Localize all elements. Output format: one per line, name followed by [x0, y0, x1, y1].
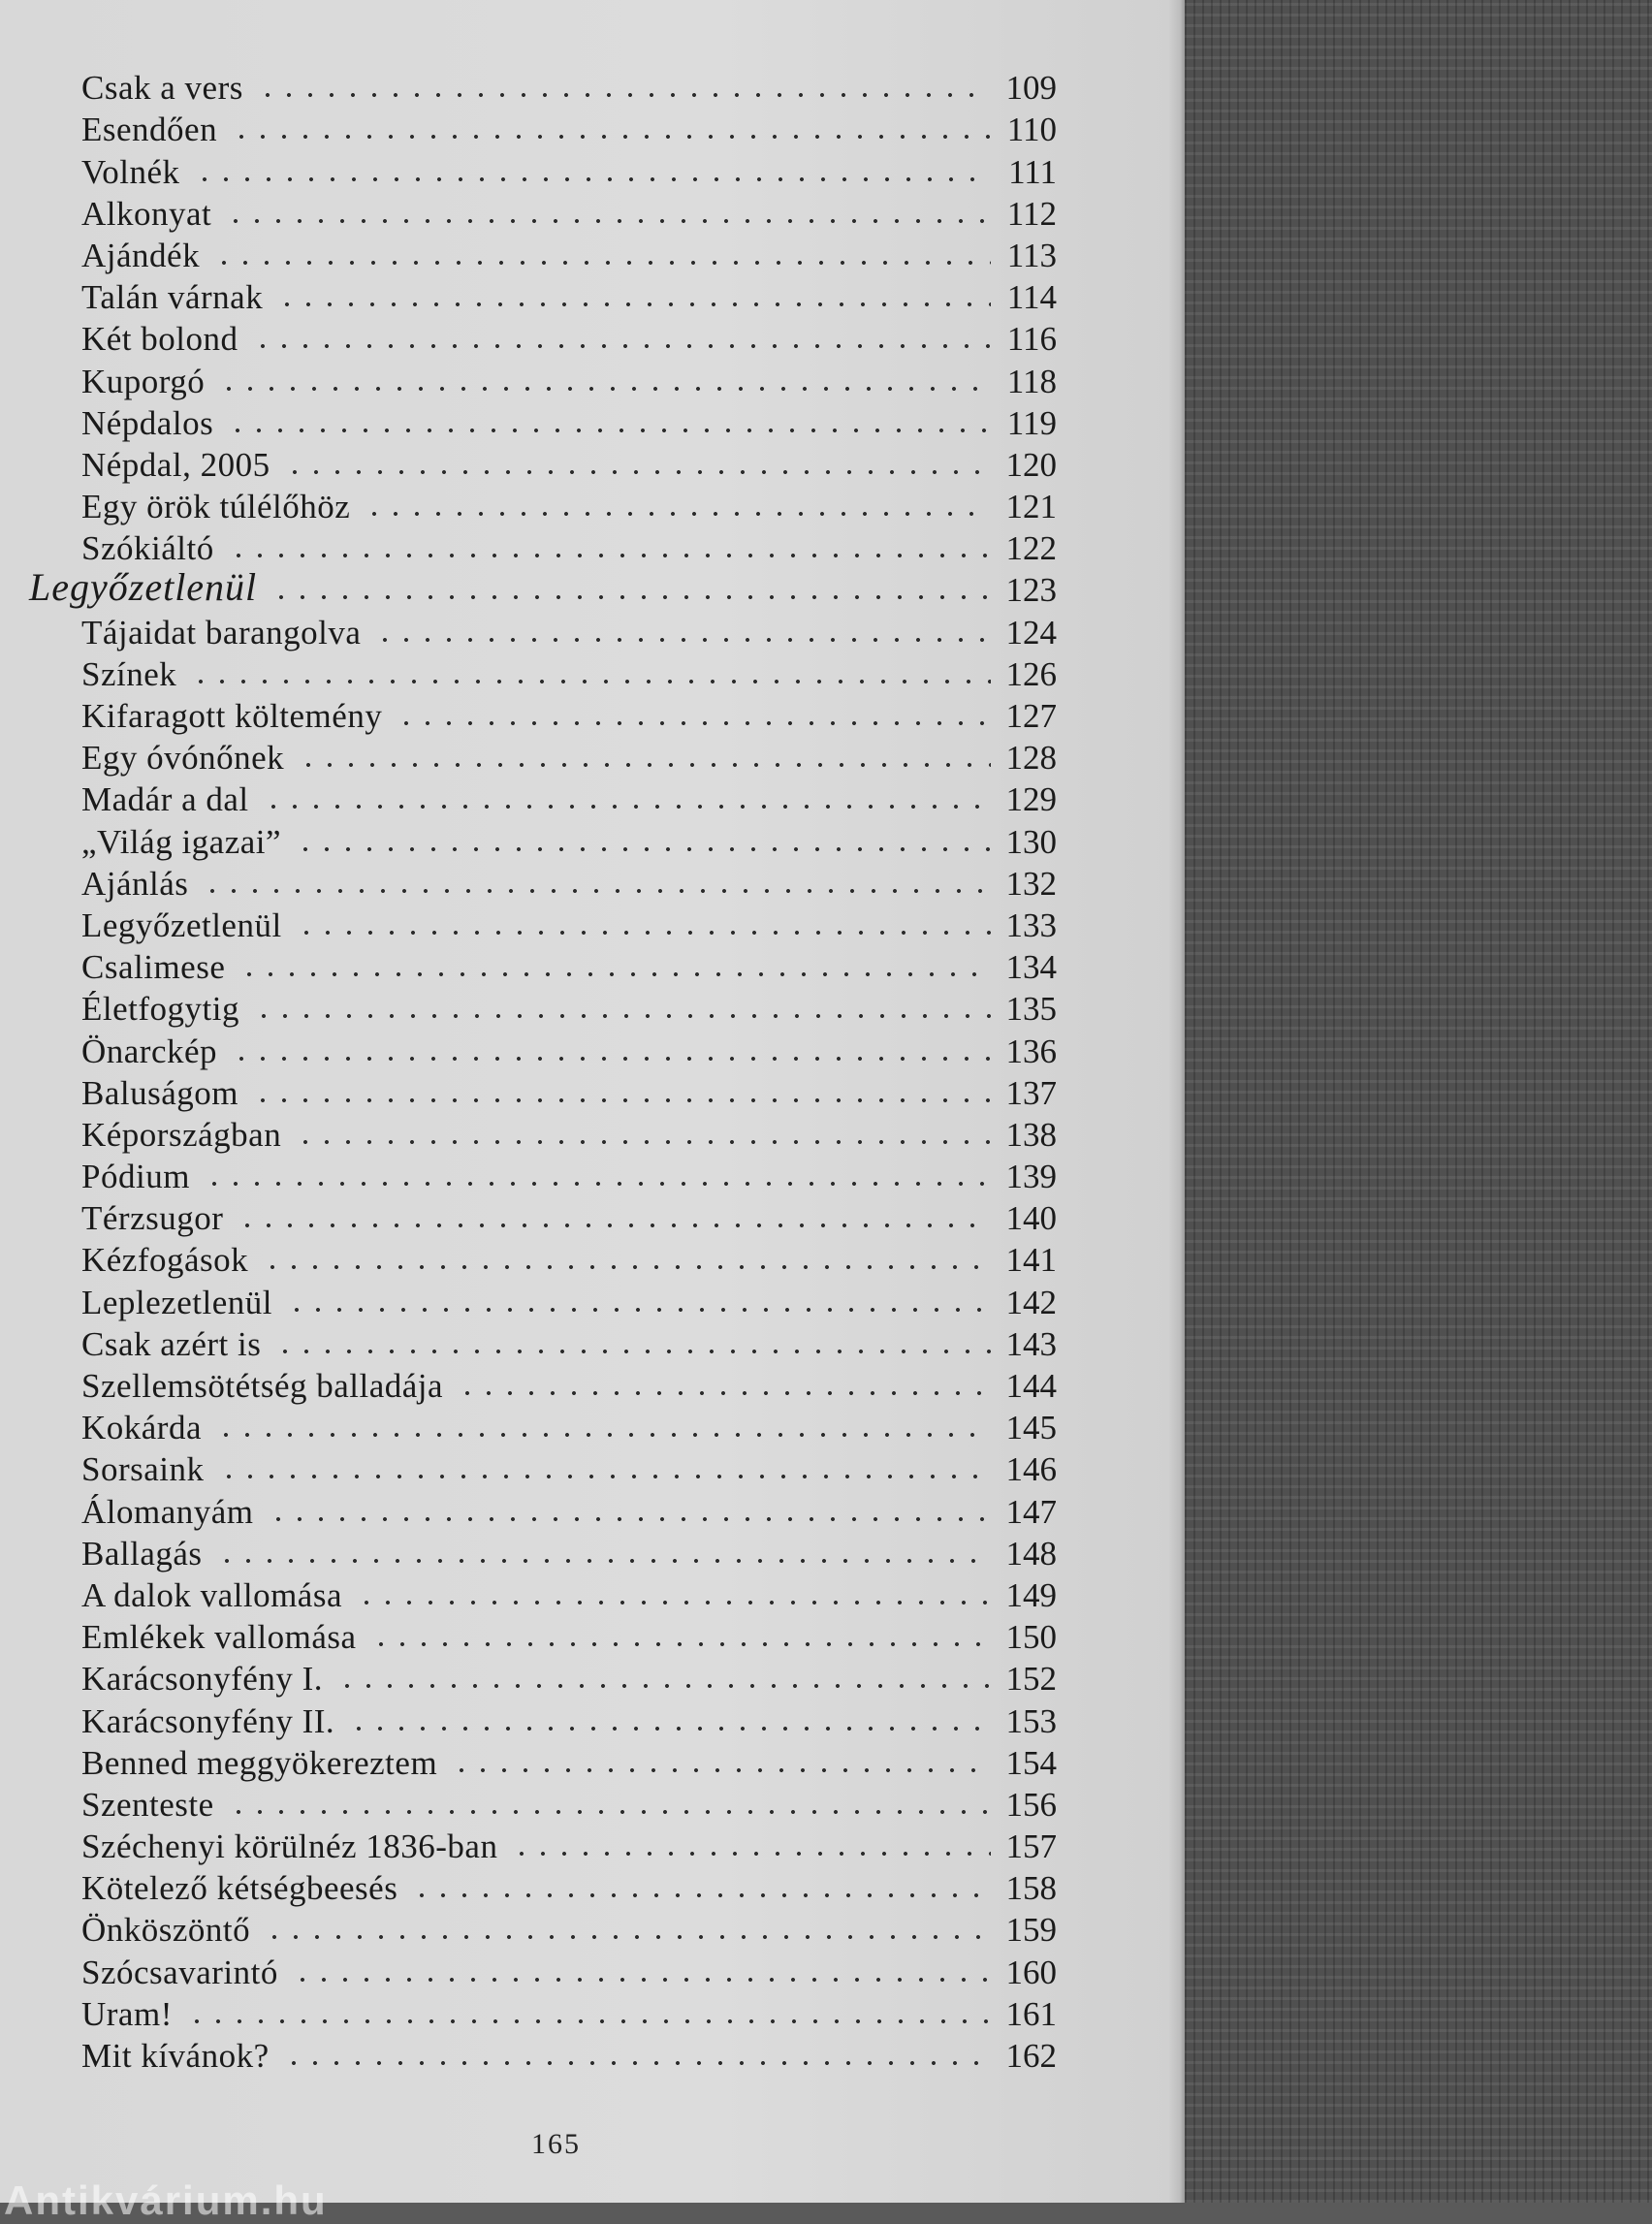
toc-entry-page: 109 [1005, 69, 1057, 108]
dot-leader [190, 679, 991, 684]
dot-leader [213, 260, 991, 266]
toc-entry [0, 192, 1057, 234]
toc-entry-page: 157 [1005, 1827, 1057, 1866]
toc-entry-page: 128 [1005, 739, 1057, 778]
toc-entry-title: A dalok vallomása [81, 1575, 343, 1614]
toc-entry-title: Volnék [81, 152, 180, 191]
toc-entry [0, 778, 1057, 819]
toc-entry-title: Szenteste [81, 1785, 214, 1824]
dot-leader [218, 386, 991, 392]
toc-entry [0, 1029, 1057, 1070]
toc-entry-page: 141 [1005, 1241, 1057, 1280]
toc-entry [0, 401, 1057, 443]
toc-entry [0, 1573, 1057, 1615]
toc-entry-page: 162 [1005, 2037, 1057, 2075]
dot-leader [227, 428, 991, 433]
toc-entry [0, 904, 1057, 945]
toc-entry-title: Kokárda [81, 1409, 203, 1447]
toc-entry [0, 317, 1057, 359]
dot-leader [451, 1767, 991, 1773]
toc-entry [0, 1741, 1057, 1783]
toc-entry-page: 129 [1005, 780, 1057, 819]
toc-entry [0, 1657, 1057, 1699]
toc-entry-page: 139 [1005, 1158, 1057, 1196]
dot-leader [231, 134, 991, 140]
toc-entry-title: Ballagás [81, 1534, 203, 1573]
toc-entry-title: Karácsonyfény I. [81, 1660, 324, 1699]
toc-entry-page: 111 [1008, 152, 1057, 191]
toc-entry [0, 1406, 1057, 1447]
toc-entry [0, 275, 1057, 317]
toc-entry [0, 945, 1057, 987]
toc-entry-page: 120 [1005, 445, 1057, 484]
dot-leader [370, 1641, 991, 1647]
toc-entry-title: Sorsaink [81, 1450, 205, 1489]
toc-entry-title: Mit kívánok? [81, 2037, 270, 2075]
toc-entry [0, 652, 1057, 694]
dot-leader [238, 971, 991, 977]
dot-leader [298, 762, 991, 768]
toc-entry-title: Karácsonyfény II. [81, 1701, 335, 1740]
dot-leader [202, 888, 991, 894]
toc-entry [0, 1699, 1057, 1740]
page-number: 165 [531, 2128, 581, 2160]
toc-entry-page: 127 [1005, 697, 1057, 735]
toc-entry [0, 108, 1057, 149]
toc-entry-page: 148 [1005, 1534, 1057, 1573]
toc-entry [0, 1364, 1057, 1406]
dot-leader [286, 1307, 991, 1313]
toc-entry-title: Leplezetlenül [81, 1283, 272, 1321]
toc-entry-title: Népdalos [81, 403, 214, 442]
toc-entry-page: 159 [1005, 1911, 1057, 1950]
toc-entry [0, 526, 1057, 568]
toc-entry-page: 135 [1005, 990, 1057, 1029]
toc-entry-page: 116 [1006, 320, 1057, 359]
toc-entry-title: Önarckép [81, 1032, 218, 1070]
dot-leader [237, 1223, 991, 1228]
toc-entry [0, 1950, 1057, 1991]
toc-entry [0, 819, 1057, 861]
toc-entry-page: 133 [1005, 905, 1057, 944]
toc-entry-page: 112 [1006, 194, 1057, 233]
toc-entry-title: Színek [81, 654, 177, 693]
dot-leader [263, 804, 991, 810]
toc-entry-page: 158 [1005, 1869, 1057, 1908]
dot-leader [411, 1892, 991, 1898]
dot-leader [252, 343, 991, 349]
toc-entry-title: Térzsugor [81, 1199, 224, 1238]
toc-entry-title: Önköszöntő [81, 1911, 251, 1950]
toc-entry [0, 1866, 1057, 1908]
toc-entry-page: 140 [1005, 1199, 1057, 1238]
toc-entry-title: Szócsavarintó [81, 1953, 278, 1991]
toc-entry-title: Legyőzetlenül [29, 565, 258, 610]
toc-entry [0, 2034, 1057, 2076]
toc-entry-title: Talán várnak [81, 278, 264, 317]
toc-entry-title: „Világ igazai” [81, 822, 282, 861]
toc-entry-page: 145 [1005, 1409, 1057, 1447]
toc-entry-page: 147 [1005, 1492, 1057, 1531]
toc-entry-title: Uram! [81, 1994, 173, 2033]
toc-entry-page: 126 [1005, 654, 1057, 693]
toc-entry [0, 1322, 1057, 1364]
dot-leader [262, 1264, 991, 1270]
dot-leader [257, 92, 991, 98]
toc-entry-title: Egy örök túlélőhöz [81, 488, 351, 526]
toc-entry-page: 114 [1006, 278, 1057, 317]
toc-entry-title: Képországban [81, 1115, 282, 1154]
toc-entry-page: 152 [1005, 1660, 1057, 1699]
toc-entry [0, 485, 1057, 526]
dot-leader [204, 1181, 991, 1187]
toc-entry-page: 123 [1005, 571, 1057, 610]
toc-entry [0, 862, 1057, 904]
toc-entry-page: 121 [1005, 488, 1057, 526]
toc-entry-title: Baluságom [81, 1073, 238, 1112]
toc-entry-page: 160 [1005, 1953, 1057, 1991]
toc-entry-title: Legyőzetlenül [81, 905, 282, 944]
dot-leader [295, 846, 991, 852]
toc-entry-title: Szellemsötétség balladája [81, 1367, 444, 1405]
toc-entry [0, 1489, 1057, 1531]
toc-entry [0, 1992, 1057, 2034]
toc-entry-title: Tájaidat barangolva [81, 613, 362, 651]
toc-entry-page: 156 [1005, 1785, 1057, 1824]
toc-entry-page: 119 [1006, 403, 1057, 442]
toc-entry-title: Szókiáltó [81, 529, 214, 568]
dot-leader [228, 553, 991, 558]
dot-leader [374, 637, 991, 643]
table-of-contents [0, 66, 1057, 2076]
toc-entry [0, 1908, 1057, 1950]
dot-leader [283, 2060, 991, 2066]
toc-entry-title: Pódium [81, 1158, 190, 1196]
toc-entry [0, 987, 1057, 1029]
toc-entry-page: 124 [1005, 613, 1057, 651]
dot-leader [276, 302, 991, 307]
toc-entry-page: 113 [1006, 236, 1057, 274]
toc-entry [0, 610, 1057, 651]
toc-entry [0, 736, 1057, 778]
toc-entry-page: 110 [1006, 111, 1057, 149]
dot-leader [225, 218, 991, 224]
toc-entry-title: Csak azért is [81, 1324, 262, 1363]
toc-entry-title: Esendően [81, 111, 218, 149]
dot-leader [348, 1726, 991, 1732]
toc-entry [0, 1825, 1057, 1866]
toc-entry-title: Kuporgó [81, 362, 206, 400]
toc-entry [0, 1532, 1057, 1573]
dot-leader [296, 930, 991, 936]
toc-entry-page: 118 [1006, 362, 1057, 400]
toc-entry-title: Kézfogások [81, 1241, 249, 1280]
toc-entry-title: Életfogytig [81, 990, 239, 1029]
dot-leader [284, 469, 991, 475]
toc-entry-title: Álomanyám [81, 1492, 254, 1531]
toc-entry-title: Kötelező kétségbeesés [81, 1869, 398, 1908]
watermark: Antikvárium.hu [4, 2177, 328, 2223]
toc-entry-title: Csalimese [81, 948, 226, 987]
dot-leader [228, 1809, 991, 1815]
toc-entry [0, 359, 1057, 400]
toc-entry-page: 122 [1005, 529, 1057, 568]
page-edge [1169, 0, 1185, 2203]
toc-entry-page: 161 [1005, 1994, 1057, 2033]
dot-leader [194, 176, 991, 182]
toc-entry-page: 130 [1005, 822, 1057, 861]
toc-section-heading [0, 565, 1057, 610]
toc-entry [0, 234, 1057, 275]
toc-entry-page: 149 [1005, 1575, 1057, 1614]
dot-leader [253, 1013, 991, 1019]
toc-entry [0, 1238, 1057, 1280]
toc-entry-title: Madár a dal [81, 780, 249, 819]
toc-entry-title: Egy óvónőnek [81, 739, 285, 778]
dot-leader [457, 1390, 991, 1396]
dot-leader [270, 594, 991, 600]
toc-entry [0, 1071, 1057, 1113]
toc-entry-page: 138 [1005, 1115, 1057, 1154]
toc-entry-title: Ajándék [81, 236, 201, 274]
toc-entry-title: Két bolond [81, 320, 238, 359]
dot-leader [511, 1851, 991, 1857]
toc-entry [0, 1280, 1057, 1321]
toc-entry-page: 137 [1005, 1073, 1057, 1112]
toc-entry-page: 150 [1005, 1618, 1057, 1657]
toc-entry [0, 66, 1057, 108]
toc-entry-page: 144 [1005, 1367, 1057, 1405]
toc-entry-page: 153 [1005, 1701, 1057, 1740]
toc-entry-title: Csak a vers [81, 69, 243, 108]
toc-entry-title: Alkonyat [81, 194, 212, 233]
dot-leader [396, 720, 991, 726]
dot-leader [336, 1683, 991, 1689]
toc-entry [0, 1783, 1057, 1825]
dot-leader [264, 1934, 991, 1940]
toc-entry-title: Kifaragott költemény [81, 697, 383, 735]
toc-entry [0, 1447, 1057, 1489]
toc-entry-page: 134 [1005, 948, 1057, 987]
book-cover-texture [1185, 0, 1652, 2203]
dot-leader [292, 1977, 991, 1983]
dot-leader [215, 1432, 991, 1438]
dot-leader [274, 1349, 991, 1354]
toc-entry-page: 143 [1005, 1324, 1057, 1363]
toc-entry-page: 142 [1005, 1283, 1057, 1321]
toc-entry [0, 694, 1057, 736]
toc-entry-page: 154 [1005, 1743, 1057, 1782]
toc-entry [0, 1155, 1057, 1196]
toc-entry [0, 149, 1057, 191]
dot-leader [186, 2018, 991, 2024]
toc-entry-title: Ajánlás [81, 864, 189, 903]
toc-entry [0, 1113, 1057, 1155]
toc-entry-title: Népdal, 2005 [81, 445, 270, 484]
toc-entry-page: 146 [1005, 1450, 1057, 1489]
dot-leader [218, 1474, 992, 1479]
toc-entry-page: 136 [1005, 1032, 1057, 1070]
toc-entry-title: Széchenyi körülnéz 1836-ban [81, 1827, 498, 1866]
dot-leader [356, 1600, 991, 1605]
dot-leader [295, 1139, 991, 1145]
dot-leader [231, 1056, 991, 1062]
dot-leader [216, 1558, 991, 1564]
toc-entry-page: 132 [1005, 864, 1057, 903]
dot-leader [268, 1516, 991, 1522]
toc-entry [0, 443, 1057, 485]
dot-leader [252, 1097, 991, 1103]
dot-leader [364, 511, 991, 517]
toc-entry [0, 1196, 1057, 1238]
toc-entry-title: Benned meggyökereztem [81, 1743, 438, 1782]
toc-entry-title: Emlékek vallomása [81, 1618, 357, 1657]
toc-entry [0, 1615, 1057, 1657]
